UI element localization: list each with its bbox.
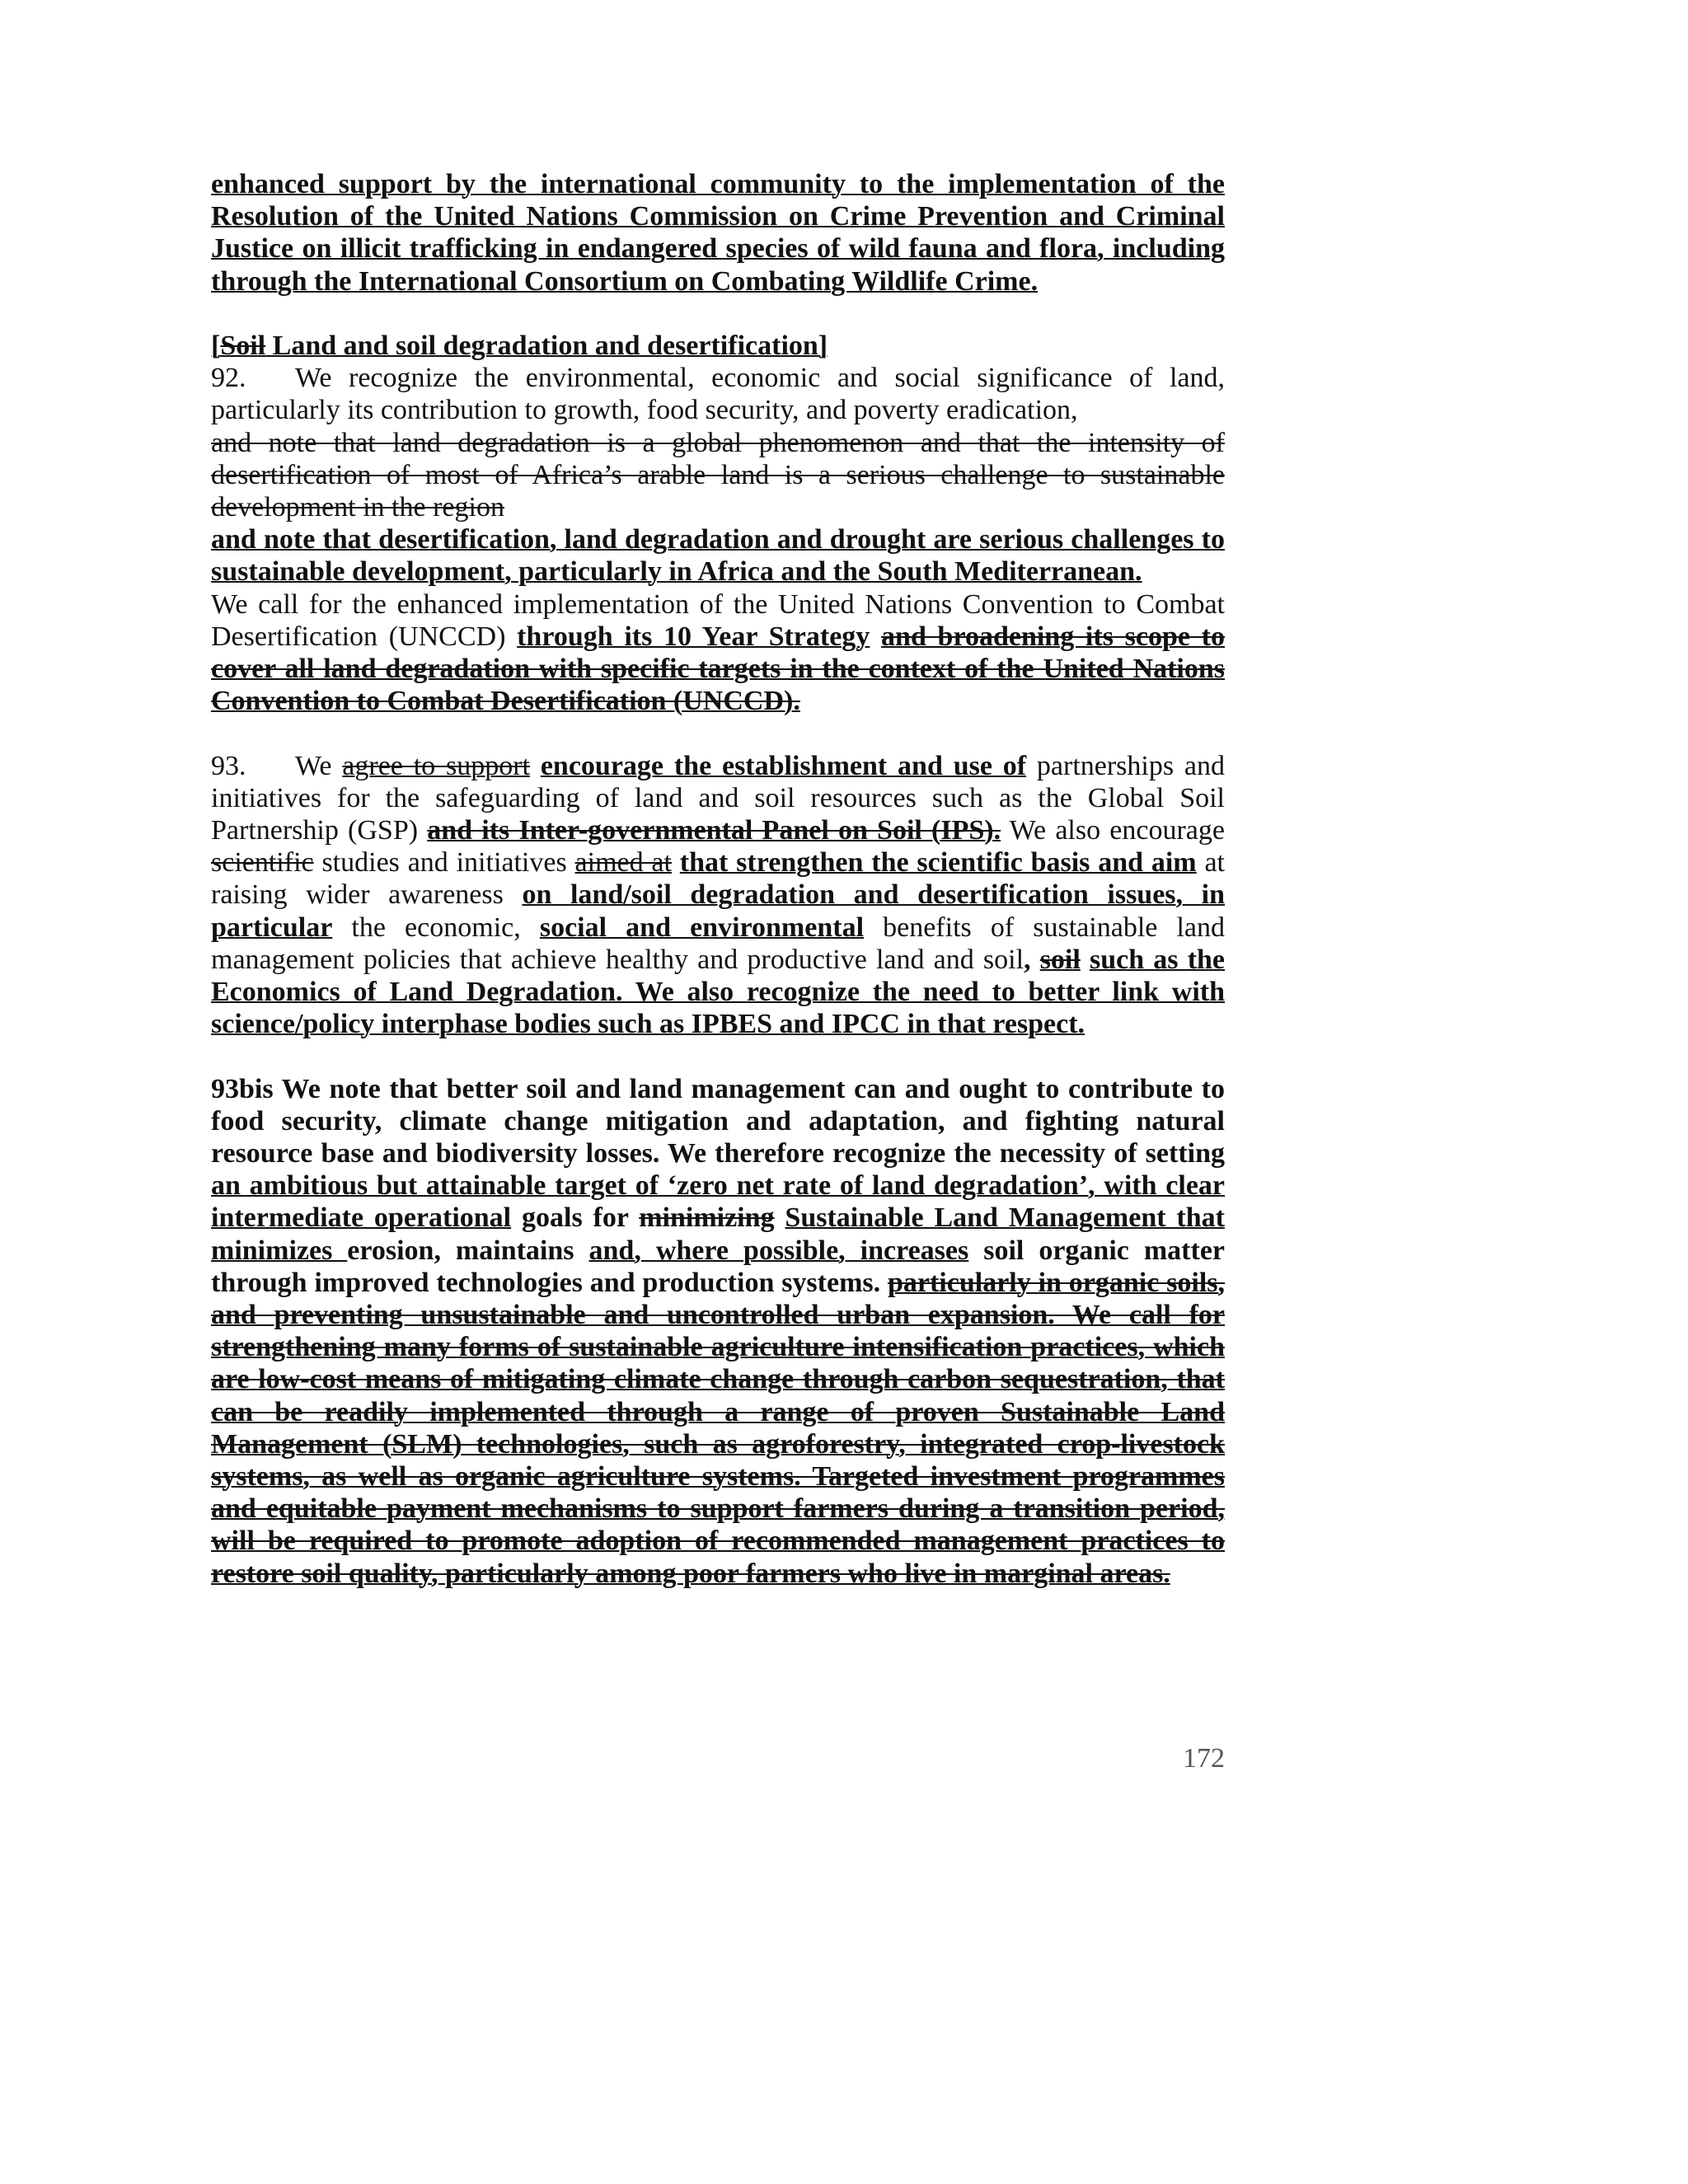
paragraph-92-text: [211, 428, 1225, 523]
paragraph-93bis-text: [211, 1074, 1225, 1589]
text-run: and note that desertification, land degradation and drought are serious challenges to sustainable development, particularly in Africa and the South Mediterranean.: [211, 524, 1225, 588]
struck-text-run: and its Inter-governmental Panel on Soil (IPS).: [427, 815, 1001, 846]
text-run: [1081, 944, 1090, 975]
text-run: goals for: [511, 1202, 640, 1234]
struck-text-run: particularly in organic soils, and preventing unsustainable and uncontrolled urban expansion. We call for strengthening many forms of sustainable agriculture intensification practices, which are low-cost means of mitigating climate change through carbon sequestration, that can be readily implemented through a range of proven Sustainable Land Management (SLM) technologies, such as agroforestry, integrated crop-livestock systems, as well as organic agriculture systems. Targeted investment programmes and equitable payment mechanisms to support farmers during a transition period, will be required to promote adoption of recommended management practices to restore soil quality, particularly among poor farmers who live in marginal areas.: [211, 1267, 1226, 1589]
section-heading-text: [211, 330, 828, 361]
paragraph-92: [211, 362, 1225, 717]
text-run: We call for the enhanced implementation of the United Nations Convention to Combat Desertification (UNCCD): [211, 588, 1225, 652]
struck-text-run: and broadening its scope to cover all land degradation with specific targets in the context of the United Nations Convention to Combat Desertification (UNCCD).: [211, 621, 1225, 717]
paragraph-number: 93.: [211, 750, 246, 781]
text-run: Sustainable Land Management that minimizes: [211, 1202, 1225, 1266]
text-run: [530, 751, 541, 781]
text-run: 93bis We note that better soil and land management can and ought to contribute to food security, climate change mitigation and adaptation, and fighting natural resource base and biodiversity losses. We therefore recognize the necessity of setting: [211, 1073, 1225, 1169]
paragraph-92-text: [211, 589, 1225, 717]
paragraph-92-text: [211, 363, 1225, 425]
paragraph-93: [211, 750, 1225, 1041]
text-run: on land/soil degradation and desertification issues, in particular: [211, 879, 1225, 943]
struck-text-run: and note that land degradation is a global phenomenon and that the intensity of desertification of most of Africa’s arable land is a serious challenge to sustainable development in the region: [211, 427, 1225, 523]
text-run: ,: [1024, 944, 1040, 975]
text-run: through its 10 Year Strategy: [517, 621, 870, 652]
text-run: We also encourage: [1001, 815, 1225, 846]
text-run: such as the Economics of Land Degradation. We also recognize the need to better link with science/policy interphase bodies such as IPBES and IPCC in that respect.: [211, 944, 1226, 1040]
paragraph-number: 92.: [211, 363, 246, 394]
paragraph-93-text: [211, 751, 1225, 1040]
struck-text-run: aimed at: [574, 847, 672, 879]
struck-text-run: Soil: [220, 330, 266, 361]
text-run: We: [295, 750, 343, 781]
text-run: [870, 621, 881, 652]
text-run: We recognize the environmental, economic and social significance of land, particularly its contribution to growth, food security, and poverty eradication,: [211, 363, 1225, 426]
struck-text-run: scientific: [211, 847, 314, 879]
paragraph-93bis: [211, 1073, 1225, 1590]
paragraph-92-block: [211, 362, 1225, 426]
paragraph-92-text: [211, 524, 1225, 587]
text-run: [: [211, 330, 221, 361]
paragraph-92-block: [211, 427, 1225, 524]
struck-text-run: agree to support: [342, 750, 530, 781]
intro-paragraph: [211, 168, 1225, 298]
paragraph-92-block: [211, 588, 1225, 718]
text-run: encourage the establishment and use of: [540, 750, 1027, 781]
text-run: soil organic matter through improved technologies and production systems.: [211, 1235, 1226, 1298]
page-body: [211, 168, 1225, 1590]
text-run: erosion, maintains: [347, 1235, 589, 1266]
paragraph-92-block: [211, 523, 1225, 588]
text-run: [775, 1202, 785, 1233]
struck-text-run: minimizing: [639, 1202, 775, 1234]
text-run: social and environmental: [539, 912, 865, 943]
intro-text: [211, 169, 1225, 297]
text-run: benefits of sustainable land management policies that achieve healthy and productive land and soil: [211, 912, 1226, 975]
text-run: [672, 847, 680, 878]
text-run: an ambitious but attainable target of ‘zero net rate of land degradation’, with clear intermediate operational: [211, 1170, 1225, 1234]
page-number: 172: [1183, 1743, 1225, 1774]
struck-text-run: soil: [1039, 944, 1081, 975]
section-heading: [211, 330, 1225, 362]
text-run: that strengthen the scientific basis and aim: [679, 847, 1197, 879]
text-run: Land and soil degradation and desertification]: [265, 330, 828, 361]
text-run: and, where possible, increases: [588, 1235, 969, 1266]
text-run: enhanced support by the international community to the implementation of the Resolution of the United Nations Commission on Crime Prevention and Criminal Justice on illicit trafficking in endangered species of wild fauna and flora, including through the International Consortium on Combating Wildlife Crime.: [211, 169, 1225, 297]
text-run: the economic,: [332, 912, 540, 943]
text-run: studies and initiatives: [313, 847, 575, 879]
text-run: at raising wider awareness: [211, 847, 1225, 911]
text-run: partnerships and initiatives for the safeguarding of land and soil resources such as the Global Soil Partnership (GSP): [211, 750, 1226, 846]
